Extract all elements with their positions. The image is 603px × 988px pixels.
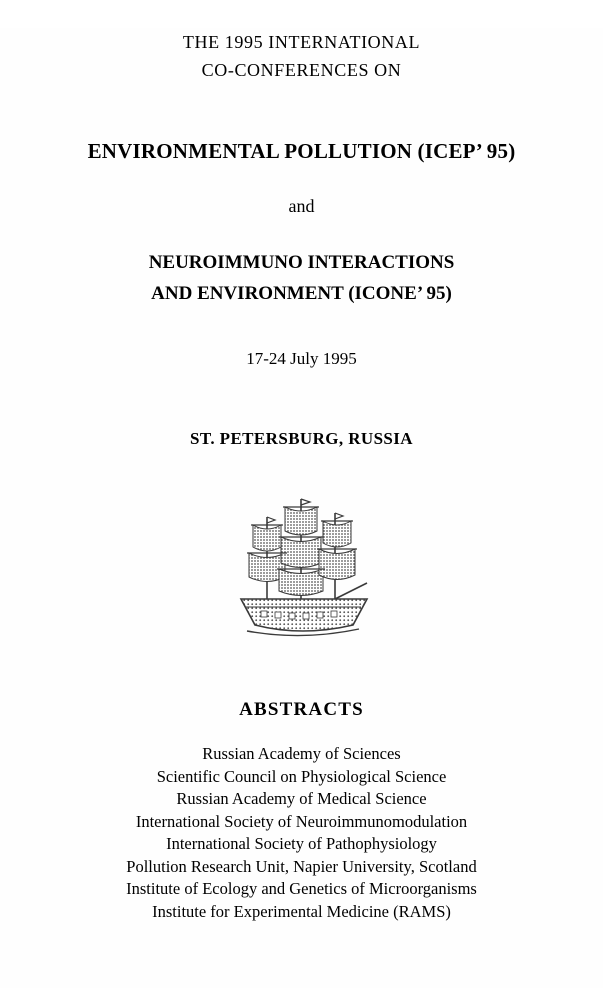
title-icone-line-2: AND ENVIRONMENT (ICONE’ 95) bbox=[151, 283, 452, 304]
conference-titles bbox=[0, 136, 603, 309]
organizers-list bbox=[0, 743, 603, 923]
list-item: Russian Academy of Medical Science bbox=[176, 789, 427, 808]
title-icone-line-1: NEUROIMMUNO INTERACTIONS bbox=[148, 252, 455, 273]
list-item: Pollution Research Unit, Napier University, Scotland bbox=[126, 856, 477, 876]
list-item: Russian Academy of Sciences bbox=[202, 744, 401, 763]
title-conjunction: and bbox=[288, 196, 315, 216]
list-item: Scientific Council on Physiological Science bbox=[156, 766, 447, 786]
section-title-abstracts: ABSTRACTS bbox=[239, 699, 364, 720]
conference-location: ST. PETERSBURG, RUSSIA bbox=[190, 429, 413, 448]
list-item: International Society of Neuroimmunomodulation bbox=[135, 811, 468, 831]
header-line-1: THE 1995 INTERNATIONAL bbox=[182, 32, 421, 52]
emblem-container bbox=[0, 491, 603, 651]
title-icone bbox=[0, 247, 603, 309]
header-line-2: CO-CONFERENCES ON bbox=[201, 60, 402, 80]
conference-header bbox=[0, 28, 603, 84]
list-item: Institute for Experimental Medicine (RAMS) bbox=[152, 901, 451, 921]
list-item: Institute of Ecology and Genetics of Microorganisms bbox=[126, 879, 477, 898]
list-item: International Society of Pathophysiology bbox=[166, 834, 437, 853]
conference-dates: 17-24 July 1995 bbox=[246, 349, 357, 368]
title-icep: ENVIRONMENTAL POLLUTION (ICEP’ 95) bbox=[87, 139, 516, 163]
title-page bbox=[0, 28, 603, 988]
sailing-ship-emblem-icon bbox=[227, 491, 377, 651]
